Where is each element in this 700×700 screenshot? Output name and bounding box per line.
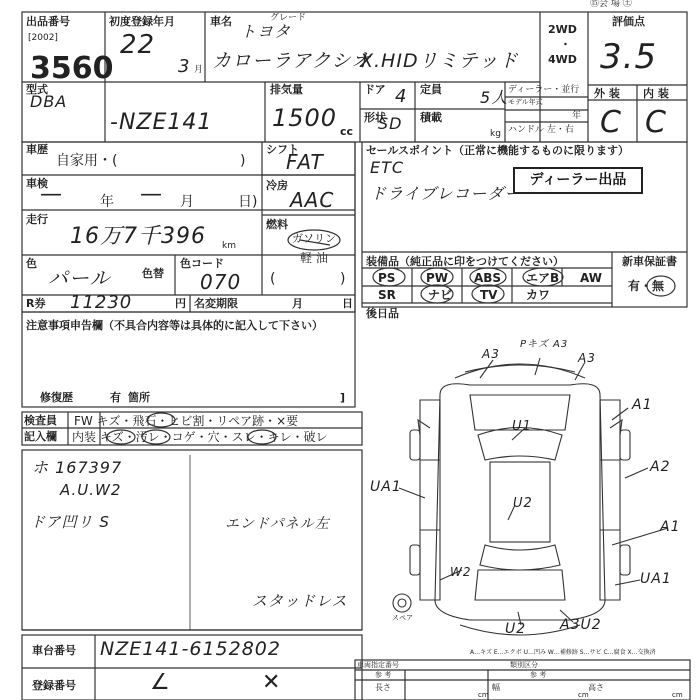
- fuel-gasoline: ガソリン: [292, 232, 336, 245]
- note-line-4: エンドパネル左: [225, 516, 330, 532]
- mark-front-right: A3: [578, 351, 596, 365]
- exterior-label: 外 装: [594, 87, 620, 100]
- mark-front-center: Pキズ A3: [520, 339, 569, 350]
- dealer-parallel-label: ディーラー・並行: [508, 85, 580, 95]
- equip-navi: ナビ: [428, 288, 453, 302]
- first-registration-label: 初度登録年月: [109, 15, 175, 28]
- warranty-value: 有・無: [628, 279, 665, 293]
- legend-width-unit: cm: [578, 691, 589, 699]
- color-value: パール: [48, 266, 111, 290]
- registration-scribble-1: ∠: [150, 670, 171, 695]
- door-label: ドア: [364, 83, 386, 96]
- legend-height: 高さ: [588, 683, 604, 692]
- note-line-2: A.U.W2: [60, 481, 122, 499]
- lot-code: [2002]: [28, 33, 58, 43]
- name-change-month: 月: [292, 297, 303, 310]
- inspection-label: 車検: [26, 177, 48, 190]
- name-change-day: 日: [342, 297, 353, 310]
- legend-length-unit: cm: [478, 691, 489, 699]
- fuel-label: 燃料: [266, 218, 288, 231]
- handle-label: ハンドル 左・右: [508, 125, 574, 135]
- notes-label: 注意事項申告欄（不具合内容等は具体的に記入して下さい）: [26, 319, 323, 332]
- legend-codes: A…キズ E…エクボ U…凹み W…補修跡 S…サビ C…腐食 X…交換済: [470, 649, 656, 656]
- legend-ref: 参 考: [375, 671, 392, 679]
- equip-aw: AW: [580, 271, 602, 285]
- load-label: 積載: [420, 111, 442, 124]
- displacement-value: 1500: [272, 104, 338, 132]
- fuel-diesel: 軽 油: [300, 251, 328, 265]
- equip-leather: カワ: [526, 288, 551, 302]
- legend-class: 類別区分: [510, 661, 538, 669]
- recycle-unit: 円: [175, 297, 186, 310]
- car-name-label: 車名: [210, 15, 232, 28]
- inspector-row-2: 内装 キズ・汚レ・コゲ・穴・スレ・キレ・破レ: [72, 430, 328, 444]
- mark-right-door: A2: [650, 459, 671, 475]
- legend-ref2: 参 考: [530, 671, 547, 679]
- lot-number: 3560: [30, 51, 114, 86]
- registration-scribble-2: ✕: [262, 670, 282, 695]
- model-year-unit: 年: [572, 111, 582, 121]
- registration-label: 登録番号: [32, 679, 76, 692]
- warranty-label: 新車保証書: [622, 255, 677, 268]
- legend-width: 幅: [492, 683, 500, 692]
- mark-rear-right: A3U2: [560, 617, 602, 633]
- equip-tv: TV: [480, 288, 498, 302]
- mileage-label: 走行: [26, 213, 48, 226]
- model-label: 型式: [26, 83, 48, 96]
- legend-height-unit: cm: [672, 691, 683, 699]
- wd-separator: ・: [560, 38, 571, 51]
- model-prefix: DBA: [30, 92, 68, 111]
- interior-grade: C: [645, 105, 667, 140]
- mark-right-fender: A1: [632, 397, 653, 413]
- mark-right-rear-door: A1: [660, 519, 681, 535]
- recycle-value: 11230: [70, 292, 133, 313]
- color-code-value: 070: [200, 270, 242, 294]
- chassis-value: NZE141-6152802: [100, 638, 281, 660]
- mark-right-quarter: UA1: [640, 571, 672, 587]
- load-unit: kg: [490, 129, 501, 139]
- capacity-value: 5人: [480, 88, 509, 107]
- lot-number-label: 出品番号: [26, 15, 70, 28]
- dealer-badge: ディーラー出品: [513, 167, 643, 194]
- interior-label: 内 装: [643, 87, 669, 100]
- rating-value: 3.5: [600, 37, 658, 77]
- equip-pw: PW: [426, 271, 449, 285]
- legend-reg: 車両指定番号: [357, 661, 399, 669]
- chassis-label: 車台番号: [32, 644, 76, 657]
- repair-label: 修復歴: [40, 391, 73, 404]
- maker: トヨタ: [240, 22, 292, 41]
- color-code-label: 色コード: [180, 257, 224, 270]
- note-line-3: ドア凹リ S: [30, 513, 110, 531]
- equip-airbag: エアB: [526, 271, 560, 285]
- repair-place: 箇所: [128, 391, 150, 404]
- aircon-value: AAC: [290, 188, 335, 212]
- name-change-label: 名変期限: [194, 297, 238, 310]
- note-line-5: スタッドレス: [252, 592, 348, 610]
- exterior-grade: C: [600, 105, 622, 140]
- equipment-label: 装備品（純正品に印をつけてください）: [366, 255, 564, 268]
- spare-label: スペア: [392, 614, 413, 622]
- mark-rear-bumper: U2: [505, 621, 527, 637]
- mileage-value: 16万7千396: [70, 224, 206, 249]
- entry-label: 記入欄: [24, 430, 57, 443]
- sales-points-label: セールスポイント（正常に機能するものに限ります）: [366, 144, 630, 157]
- after-parts-label: 後日品: [366, 307, 399, 320]
- first-registration-month: 3: [178, 56, 191, 77]
- history-value: 自家用・(: [56, 153, 118, 169]
- top-right-partial: ⑮会 場 ㊏: [590, 0, 632, 9]
- mark-front-left: A3: [482, 347, 500, 361]
- displacement-unit: cc: [340, 125, 354, 138]
- shape-label: 形状: [364, 111, 386, 124]
- fuel-paren-open: (: [270, 271, 276, 287]
- note-line-1: ホ 167397: [32, 458, 123, 477]
- displacement-label: 排気量: [270, 83, 303, 96]
- inspection-month-unit: 月: [180, 194, 194, 210]
- 4wd-label: 4WD: [548, 53, 577, 66]
- shift-label: シフト: [266, 143, 299, 156]
- mark-rear-wheel: W2: [450, 565, 472, 579]
- mark-hood: U1: [512, 419, 532, 434]
- mark-left-door: UA1: [370, 479, 402, 495]
- inspector-row-1: FW キズ・飛石・ヒビ割・リペア跡・×要: [74, 414, 299, 428]
- shape-value: SD: [378, 114, 403, 133]
- inspection-month-scribble: —: [140, 182, 163, 207]
- sales-point-1: ETC: [370, 158, 405, 177]
- equip-abs: ABS: [474, 271, 502, 285]
- repair-have: 有: [110, 391, 121, 404]
- car-name: カローラアクシオ: [212, 50, 372, 72]
- fuel-paren-close: ): [340, 271, 346, 287]
- inspection-year-unit: 年: [100, 194, 114, 210]
- history-close: ): [240, 153, 246, 169]
- door-value: 4: [395, 86, 408, 107]
- mileage-unit: km: [222, 241, 236, 251]
- grade-label: グレード: [270, 13, 307, 23]
- model-code: -NZE141: [110, 110, 213, 135]
- 2wd-label: 2WD: [548, 23, 577, 36]
- first-registration-month-unit: 月: [194, 65, 204, 75]
- color-change-label: 色替: [142, 267, 164, 280]
- shift-value: FAT: [286, 150, 324, 174]
- sales-point-2: ドライブレコーダー: [370, 184, 522, 203]
- legend-length: 長さ: [375, 683, 391, 692]
- capacity-label: 定員: [420, 83, 442, 96]
- grade: X.HIDリミテッド: [360, 50, 519, 72]
- inspection-day-unit: 日): [238, 194, 258, 210]
- equip-sr: SR: [378, 288, 396, 302]
- model-year-label: モデル年式: [508, 98, 543, 106]
- equip-ps: PS: [378, 271, 396, 285]
- first-registration-year: 22: [120, 30, 156, 60]
- rating-label: 評価点: [612, 15, 645, 28]
- inspection-year-scribble: —: [40, 182, 63, 207]
- inspector-label: 検査員: [24, 414, 57, 427]
- mark-roof: U2: [513, 496, 533, 511]
- history-label: 車歴: [26, 143, 48, 156]
- repair-close: ]: [340, 391, 346, 404]
- color-label: 色: [26, 257, 37, 270]
- recycle-label: R券: [26, 297, 46, 310]
- aircon-label: 冷房: [266, 179, 288, 192]
